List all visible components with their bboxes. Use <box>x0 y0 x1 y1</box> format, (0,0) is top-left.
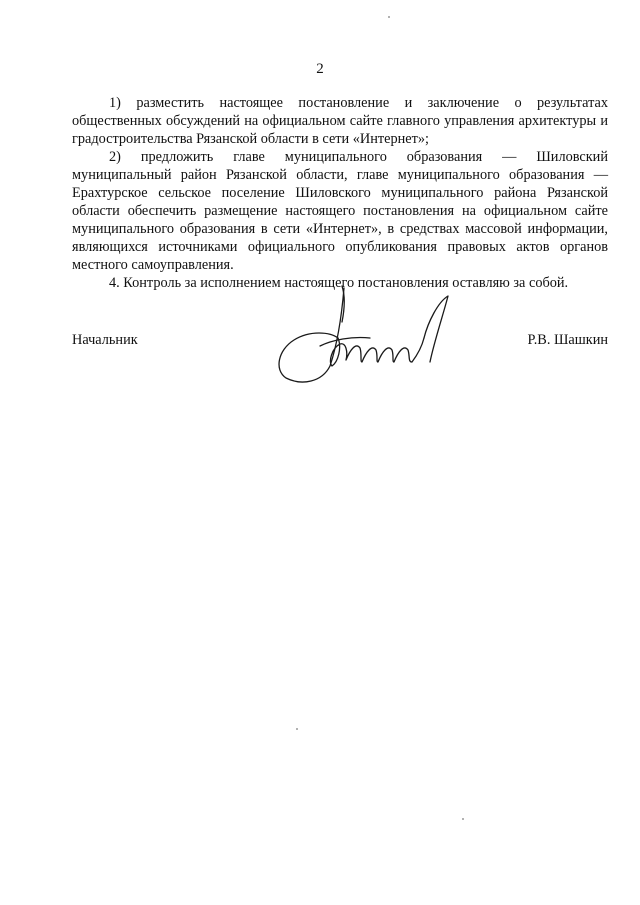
paragraph-item-4: 4. Контроль за исполнением настоящего постановления оставляю за собой. <box>109 275 569 291</box>
signature-block <box>72 330 608 352</box>
scan-speck <box>462 818 464 820</box>
document-body <box>72 94 608 292</box>
scan-speck <box>296 728 298 730</box>
position-title: Начальник <box>72 332 138 348</box>
paragraph-item-2: 2) предложить главе муниципального образования — Шиловский муниципальный район Рязанской области, главе муниципального образования — Ерахтурское сельское поселение Шиловского муниципального района Рязанской области обеспечить размещение настоящего постановления на официальном сайте муниципального образования в сети «Интернет», в средствах массовой информации, являющихся источниками официального опубликования правовых актов органов местного самоуправления. <box>72 149 608 273</box>
page-number: 2 <box>316 61 324 77</box>
paragraph-item-1: 1) разместить настоящее постановление и заключение о результатах общественных обсуждений на официальном сайте главного управления архитектуры и градостроительства Рязанской области в сети «Интернет»; <box>72 95 608 147</box>
scan-speck <box>388 16 390 18</box>
signer-name: Р.В. Шашкин <box>527 332 608 348</box>
